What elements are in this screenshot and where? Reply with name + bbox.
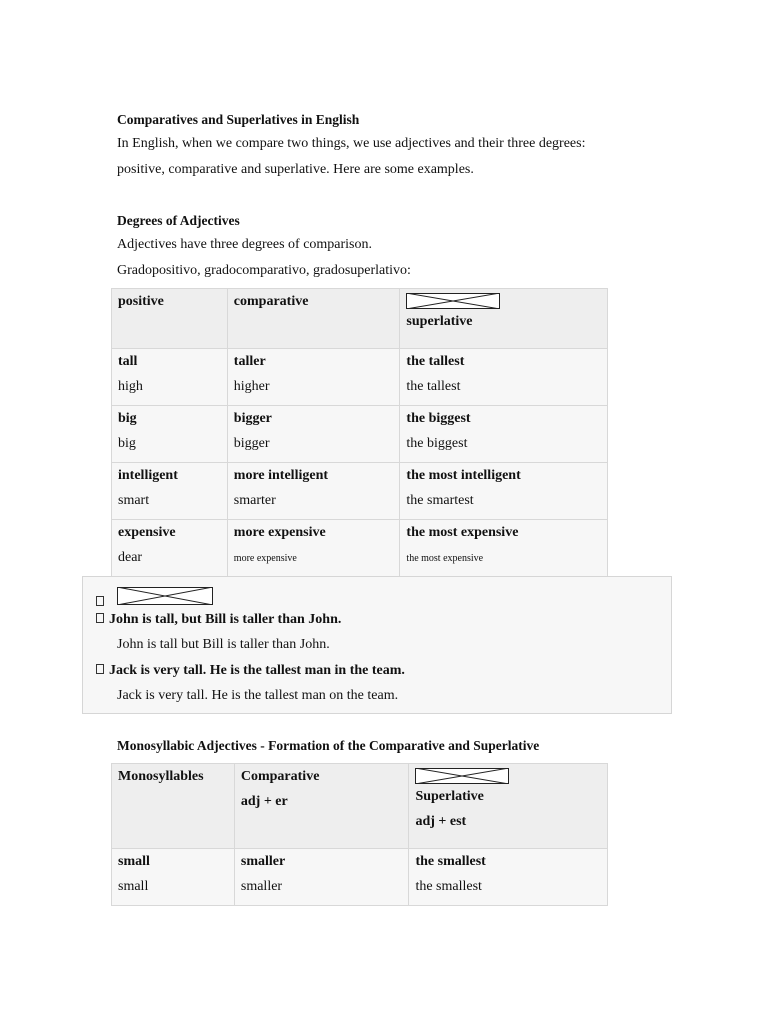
bullet-icon: [96, 596, 104, 606]
example-1: John is tall but Bill is taller than John.: [117, 637, 330, 652]
table-row: small small smaller smaller the smallest the smallest: [112, 849, 608, 906]
example-1-bold: John is tall, but Bill is taller than John.: [96, 612, 341, 628]
degrees-line-1: Adjectives have three degrees of comparison.: [117, 237, 373, 252]
header-superlative: superlative: [400, 289, 608, 349]
table-header-row: [112, 289, 608, 349]
doc-title: Comparatives and Superlatives in English: [117, 112, 360, 127]
intro-line-1: In English, when we compare two things, we use adjectives and their three degrees:: [117, 136, 586, 151]
examples-box: [82, 576, 672, 714]
bullet-icon: [96, 664, 104, 674]
degrees-title: Degrees of Adjectives: [117, 213, 240, 228]
header-comparative: Comparative adj + er: [234, 764, 409, 849]
table-row: big big bigger bigger the biggest the biggest: [112, 406, 608, 463]
degrees-line-2: Gradopositivo, gradocomparativo, gradosuperlativo:: [117, 263, 411, 278]
monosyllabic-title: Monosyllabic Adjectives - Formation of the Comparative and Superlative: [117, 738, 540, 753]
image-placeholder-icon: [415, 768, 509, 784]
header-superlative: Superlative adj + est: [409, 764, 608, 849]
bullet-icon: [96, 613, 104, 623]
image-placeholder-icon: [406, 293, 500, 309]
example-2-bold: Jack is very tall. He is the tallest man in the team.: [96, 663, 405, 679]
example-2: Jack is very tall. He is the tallest man on the team.: [117, 688, 399, 703]
intro-line-2: positive, comparative and superlative. Here are some examples.: [117, 162, 474, 177]
monosyllables-table: [111, 763, 608, 906]
header-monosyllables: Monosyllables: [112, 764, 235, 849]
table-row: intelligent smart more intelligent smarter the most intelligent the smartest: [112, 463, 608, 520]
image-placeholder-icon: [117, 587, 213, 610]
table-header-row: [112, 764, 608, 849]
table-row: expensive dear more expensive more expensive the most expensive the most expensive: [112, 520, 608, 577]
table-row: tall high taller higher the tallest the tallest: [112, 349, 608, 406]
degrees-table: [111, 288, 608, 577]
header-comparative: comparative: [227, 289, 400, 349]
header-positive: positive: [112, 289, 228, 349]
